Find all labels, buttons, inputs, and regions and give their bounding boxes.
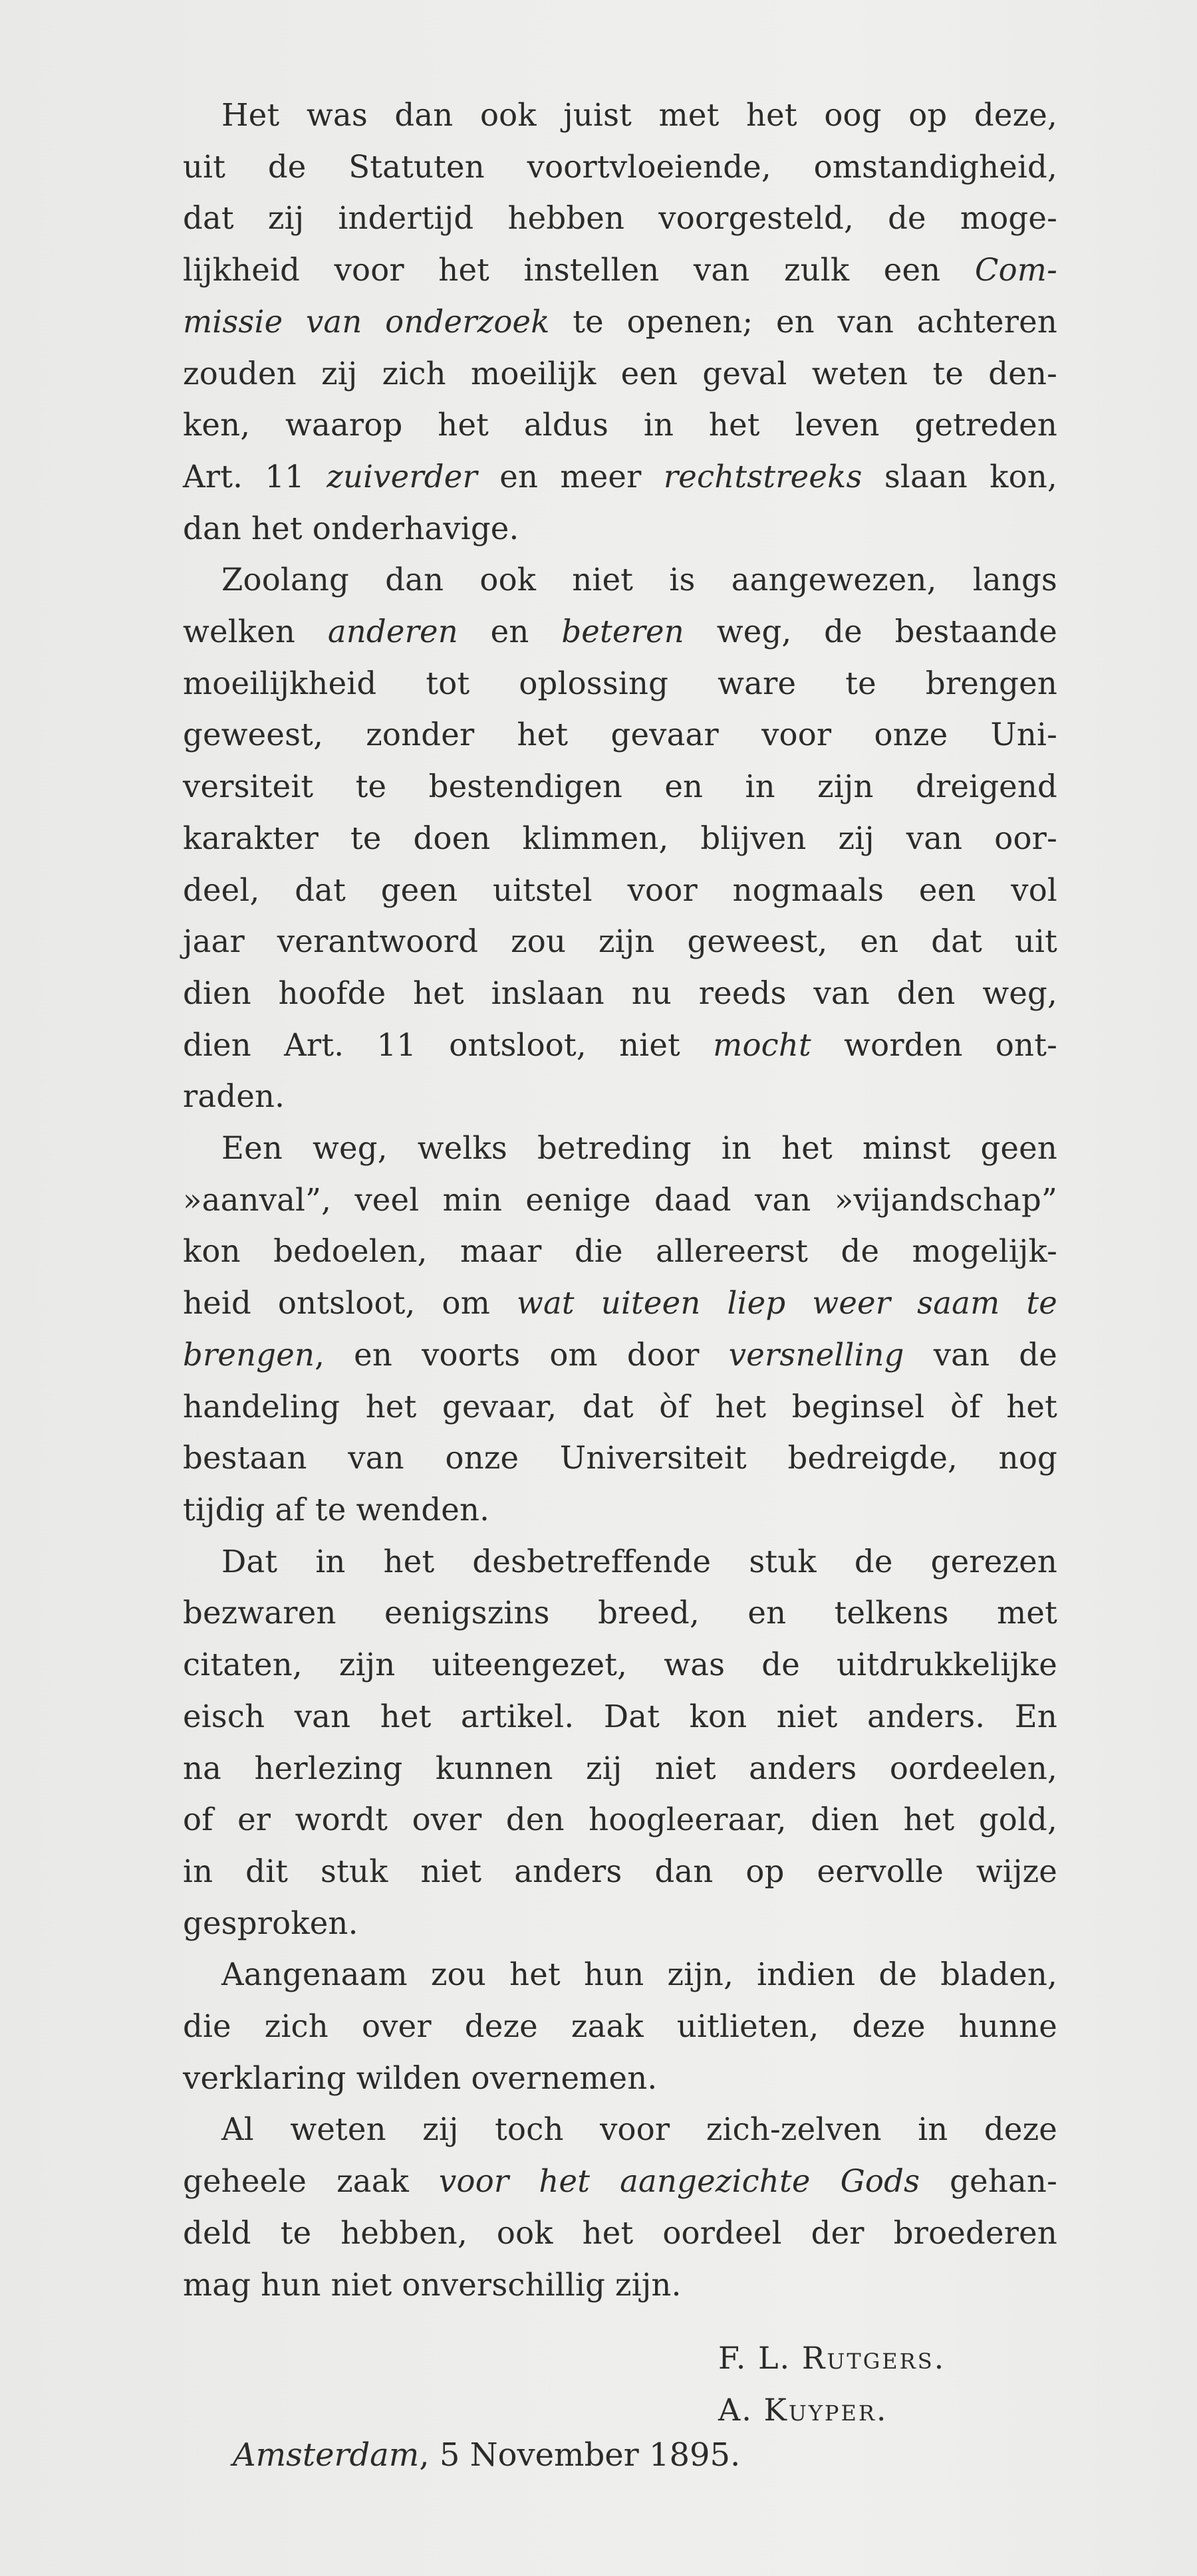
signatory-initials: F. L. xyxy=(718,2340,802,2376)
text-run: en xyxy=(458,614,562,650)
text-line xyxy=(183,400,1057,451)
text-run: »aanval”, veel min eenige daad van »vijandschap” xyxy=(183,1181,1057,1218)
text-run: slaan kon, xyxy=(862,458,1058,495)
text-line xyxy=(183,1278,1057,1330)
text-line xyxy=(183,2001,1057,2053)
text-line xyxy=(183,813,1057,865)
text-run: deld te hebben, ook het oordeel der broederen xyxy=(183,2214,1057,2251)
text-run: Aangenaam zou het hun zijn, indien de bladen, xyxy=(221,1956,1057,1993)
text-line xyxy=(183,1846,1057,1898)
text-run: gesproken. xyxy=(183,1905,358,1941)
text-run: versiteit te bestendigen en in zijn dreigend xyxy=(183,768,1057,805)
italic-text: zuiverder xyxy=(327,458,477,495)
text-run: deel, dat geen uitstel voor nogmaals een vol xyxy=(183,872,1057,908)
text-line xyxy=(183,2053,1057,2105)
signatory-surname: Rutgers. xyxy=(801,2340,946,2376)
paragraph xyxy=(183,1123,1057,1536)
text-run: gehan- xyxy=(920,2163,1057,2200)
italic-text: voor het aangezichte Gods xyxy=(439,2163,920,2200)
text-line xyxy=(183,1743,1057,1795)
text-line xyxy=(183,968,1057,1020)
text-line xyxy=(183,503,1057,555)
dateline xyxy=(233,2436,740,2474)
text-run: dien hoofde het inslaan nu reeds van den weg, xyxy=(183,975,1057,1011)
text-run: citaten, zijn uiteengezet, was de uitdrukkelijke xyxy=(183,1647,1057,1683)
text-line xyxy=(183,554,1057,606)
text-run: te openen; en van achteren xyxy=(549,303,1057,340)
text-line xyxy=(183,451,1057,503)
text-line xyxy=(183,1639,1057,1691)
text-line xyxy=(183,916,1057,968)
text-run: Zoolang dan ook niet is aangewezen, langs xyxy=(221,562,1057,598)
text-run: eisch van het artikel. Dat kon niet anders. En xyxy=(183,1698,1057,1734)
signatory-surname: Kuyper. xyxy=(763,2392,888,2428)
text-run: Het was dan ook juist met het oog op deze, xyxy=(221,97,1057,133)
text-run: in dit stuk niet anders dan op eervolle wijze xyxy=(183,1853,1057,1889)
text-run: dat zij indertijd hebben voorgesteld, de moge- xyxy=(183,200,1057,237)
text-run: heid ontsloot, om xyxy=(183,1285,517,1322)
paragraph xyxy=(183,554,1057,1123)
text-line xyxy=(183,658,1057,710)
italic-text: mocht xyxy=(713,1026,811,1063)
text-run: dien Art. 11 ontsloot, niet xyxy=(183,1026,714,1063)
text-run: welken xyxy=(183,614,328,650)
italic-text: beteren xyxy=(561,614,684,650)
text-line xyxy=(183,709,1057,761)
text-run: Art. 11 xyxy=(183,458,327,495)
text-line xyxy=(183,1949,1057,2001)
text-line xyxy=(183,1433,1057,1484)
paragraph xyxy=(183,2104,1057,2311)
text-run: en meer xyxy=(477,458,664,495)
text-line xyxy=(183,1794,1057,1846)
text-line xyxy=(183,1898,1057,1950)
text-run: , en voorts om door xyxy=(315,1336,729,1373)
text-run: weg, de bestaande xyxy=(684,614,1057,650)
text-run: tijdig af te wenden. xyxy=(183,1491,490,1528)
text-line xyxy=(183,1226,1057,1278)
text-line xyxy=(183,296,1057,348)
italic-text: anderen xyxy=(327,614,458,650)
italic-text: wat uiteen liep weer saam te xyxy=(517,1285,1057,1322)
text-line xyxy=(183,761,1057,813)
text-run: Dat in het desbetreffende stuk de gerezen xyxy=(221,1543,1057,1580)
text-run: handeling het gevaar, dat òf het beginsel òf het xyxy=(183,1388,1057,1425)
text-run: raden. xyxy=(183,1078,285,1115)
text-run: kon bedoelen, maar die allereerst de mogelijk- xyxy=(183,1233,1057,1270)
paragraph xyxy=(183,1536,1057,1950)
text-line xyxy=(183,1536,1057,1588)
text-line xyxy=(183,1381,1057,1433)
signatory-kuyper xyxy=(718,2392,888,2428)
text-line xyxy=(183,2104,1057,2156)
text-line xyxy=(183,606,1057,658)
text-run: uit de Statuten voortvloeiende, omstandigheid, xyxy=(183,148,1057,185)
paragraph xyxy=(183,90,1057,554)
paragraph xyxy=(183,1949,1057,2104)
text-run: worden ont- xyxy=(811,1026,1058,1063)
italic-text: brengen xyxy=(183,1336,315,1373)
text-line xyxy=(183,2260,1057,2311)
text-line xyxy=(183,193,1057,245)
text-run: bestaan van onze Universiteit bedreigde, nog xyxy=(183,1440,1057,1476)
signatory-initials: A. xyxy=(718,2392,764,2428)
italic-text: missie van onderzoek xyxy=(183,303,550,340)
text-line xyxy=(183,1587,1057,1639)
text-run: dan het onderhavige. xyxy=(183,510,519,546)
text-run: zouden zij zich moeilijk een geval weten te den- xyxy=(183,355,1057,392)
text-run: geheele zaak xyxy=(183,2163,440,2200)
text-line xyxy=(183,1020,1057,1072)
text-line xyxy=(183,1071,1057,1123)
text-line xyxy=(183,2208,1057,2260)
text-line xyxy=(183,90,1057,142)
text-run: moeilijkheid tot oplossing ware te brengen xyxy=(183,665,1057,701)
text-run: Een weg, welks betreding in het minst geen xyxy=(221,1130,1057,1167)
text-line xyxy=(183,348,1057,400)
italic-text: Com- xyxy=(974,252,1057,289)
text-run: karakter te doen klimmen, blijven zij van oor- xyxy=(183,820,1057,856)
signatory-rutgers xyxy=(718,2340,946,2376)
text-line xyxy=(183,865,1057,917)
text-line xyxy=(183,1175,1057,1227)
italic-text: versnelling xyxy=(728,1336,904,1373)
text-run: van de xyxy=(904,1336,1057,1373)
text-run: verklaring wilden overnemen. xyxy=(183,2059,658,2096)
text-run: mag hun niet onverschillig zijn. xyxy=(183,2266,682,2303)
dateline-place: Amsterdam xyxy=(233,2436,420,2474)
italic-text: rechtstreeks xyxy=(663,458,863,495)
text-line xyxy=(183,2156,1057,2208)
text-run: die zich over deze zaak uitlieten, deze hunne xyxy=(183,2008,1057,2045)
text-line xyxy=(183,1691,1057,1743)
text-run: lijkheid voor het instellen van zulk een xyxy=(183,252,975,289)
text-run: of er wordt over den hoogleeraar, dien het gold, xyxy=(183,1802,1057,1838)
text-line xyxy=(183,1330,1057,1381)
text-run: na herlezing kunnen zij niet anders oordeelen, xyxy=(183,1750,1057,1786)
text-line xyxy=(183,142,1057,193)
text-run: bezwaren eenigszins breed, en telkens met xyxy=(183,1595,1057,1631)
text-run: geweest, zonder het gevaar voor onze Uni- xyxy=(183,717,1057,753)
text-line xyxy=(183,1123,1057,1175)
text-run: Al weten zij toch voor zich-zelven in deze xyxy=(221,2111,1057,2148)
text-line xyxy=(183,1484,1057,1536)
text-run: jaar verantwoord zou zijn geweest, en dat uit xyxy=(183,923,1057,960)
body-text xyxy=(183,90,1057,2311)
dateline-date: , 5 November 1895. xyxy=(419,2436,741,2474)
text-run: ken, waarop het aldus in het leven getreden xyxy=(183,407,1057,443)
text-line xyxy=(183,245,1057,296)
